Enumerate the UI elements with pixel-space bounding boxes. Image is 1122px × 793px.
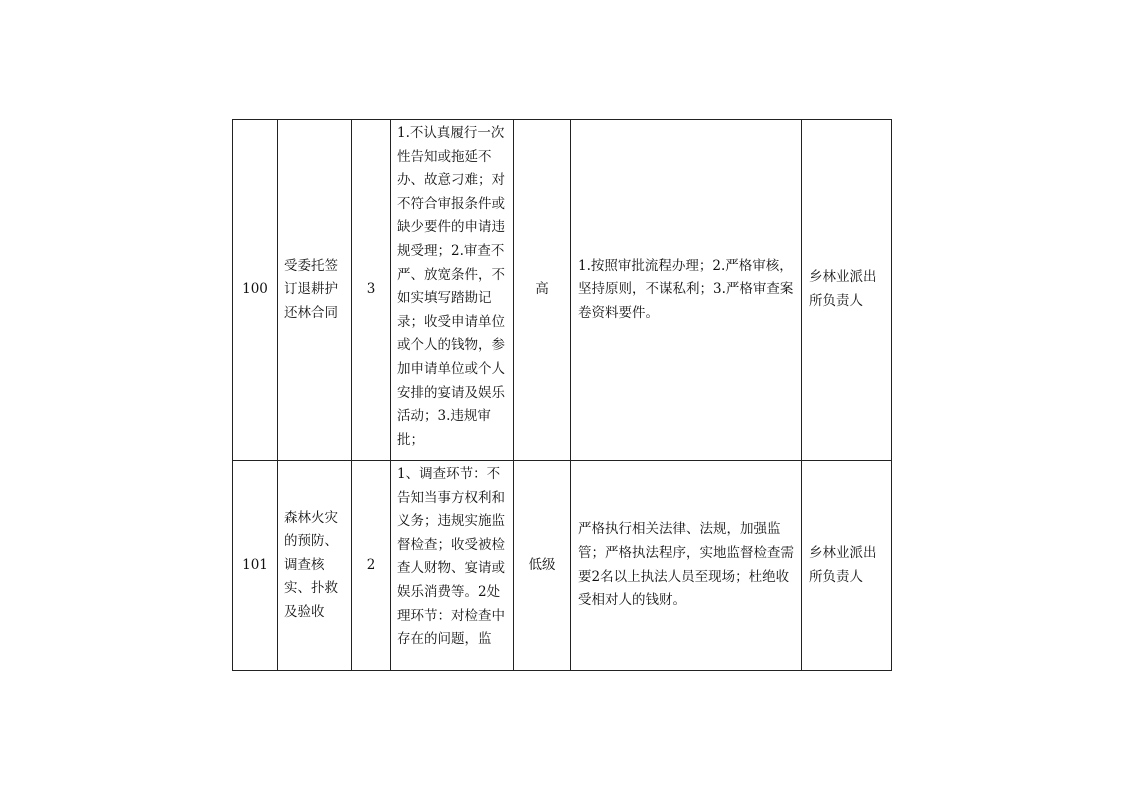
risk-level: 低级: [514, 461, 571, 671]
project-name: 受委托签订退耕护还林合同: [278, 120, 352, 461]
risk-level: 高: [514, 120, 571, 461]
responsible-person: 乡林业派出所负责人: [802, 120, 892, 461]
risk-description-cell: [391, 461, 514, 671]
risk-description: 1.不认真履行一次性告知或拖延不办、故意刁难；对不符合审报条件或缺少要件的申请违规受理；2.审查不严、放宽条件，不如实填写踏勘记录；收受申请单位或个人的钱物，参加申请单位或个人安排的宴请及娱乐活动；3.违规审批；: [391, 120, 514, 461]
risk-point-count: 3: [352, 120, 391, 461]
table-row: [233, 461, 892, 671]
risk-table: [232, 119, 892, 671]
project-name: 森林火灾的预防、调查核实、扑救及验收: [278, 461, 352, 671]
risk-point-count: 2: [352, 461, 391, 671]
responsible-person: 乡林业派出所负责人: [802, 461, 892, 671]
row-number: 100: [233, 120, 278, 461]
table-row: [233, 120, 892, 461]
prevention-measures: 严格执行相关法律、法规，加强监管；严格执法程序，实地监督检查需要2名以上执法人员至现场；杜绝收受相对人的钱财。: [571, 461, 802, 671]
risk-description: 1、调查环节：不告知当事方权利和义务；违规实施监督检查；收受被检查人财物、宴请或娱乐消费等。2处理环节：对检查中存在的问题，监: [397, 466, 505, 648]
row-number: 101: [233, 461, 278, 671]
prevention-measures: 1.按照审批流程办理；2.严格审核，坚持原则，不谋私利；3.严格审查案卷资料要件。: [571, 120, 802, 461]
